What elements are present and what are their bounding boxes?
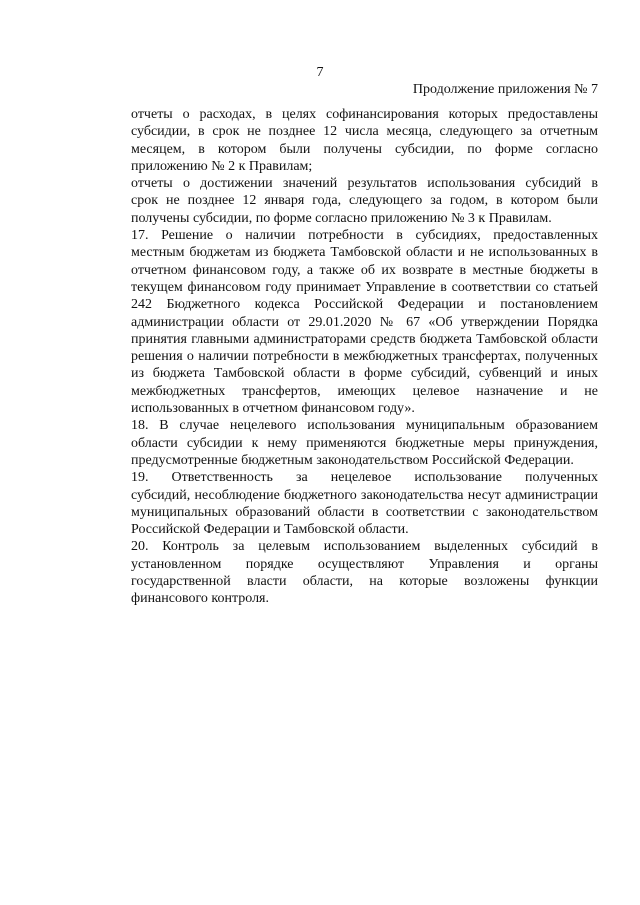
text-line: 19. Ответственность за нецелевое использование полученных [131,470,598,486]
text-line: администрации области от 29.01.2020 № 67 «Об утверждении Порядка [131,314,598,330]
paragraph-results-reports [92,175,598,227]
text-line: текущем финансовом году принимает Управление в соответствии со статьей [131,279,598,295]
text-line: 20. Контроль за целевым использованием выделенных субсидий в [131,539,598,555]
text-line: месяцем, в котором были получены субсидии, по форме согласно [131,141,598,157]
text-line: получены субсидии, по форме согласно приложению № 3 к Правилам. [131,210,552,226]
paragraph-19 [92,469,598,538]
paragraph-20 [92,538,598,607]
text-line: муниципальных образований области в соответствии с законодательством [131,504,598,520]
document-body [92,106,598,608]
paragraph-18 [92,417,598,469]
page-number: 7 [316,65,324,80]
text-line: установленном порядке осуществляют Управления и органы [131,556,598,572]
text-line: 242 Бюджетного кодекса Российской Федерации и постановлением [131,297,598,313]
text-line: принятия главными администраторами средств бюджета Тамбовской области [131,331,598,347]
text-line: 17. Решение о наличии потребности в субсидиях, предоставленных [131,228,598,244]
text-line: предусмотренные бюджетным законодательством Российской Федерации. [131,452,574,468]
paragraph-expense-reports [92,106,598,175]
text-line: местным бюджетам из бюджета Тамбовской области и не использованных в [131,245,598,261]
paragraph-17 [92,227,598,417]
text-line: государственной власти области, на которые возложены функции [131,574,598,590]
text-line: субсидии, в срок не позднее 12 числа месяца, следующего за отчетным [131,124,598,140]
text-line: использованных в отчетном финансовом году». [131,401,415,417]
text-line: финансового контроля. [131,591,269,607]
text-line: субсидий, несоблюдение бюджетного законодательства несут администрации [131,487,598,503]
text-line: отчетном финансовом году, а также об их возврате в местные бюджеты в [131,262,598,278]
appendix-continuation-header: Продолжение приложения № 7 [412,82,598,97]
text-line: решения о наличии потребности в межбюджетных трансфертах, полученных [131,349,598,365]
text-line: из бюджета Тамбовской области в форме субсидий, субвенций и иных [131,366,598,382]
text-line: Российской Федерации и Тамбовской области. [131,522,409,538]
text-line: области субсидии к нему применяются бюджетные меры принуждения, [131,435,598,451]
text-line: 18. В случае нецелевого использования муниципальным образованием [131,418,598,434]
text-line: межбюджетных трансфертов, имеющих целевое назначение и не [131,383,598,399]
text-line: приложению № 2 к Правилам; [131,158,313,174]
text-line: отчеты о расходах, в целях софинансирования которых предоставлены [131,107,598,122]
text-line: срок не позднее 12 января года, следующего за годом, в котором были [131,193,598,209]
text-line: отчеты о достижении значений результатов использования субсидий в [131,176,598,192]
